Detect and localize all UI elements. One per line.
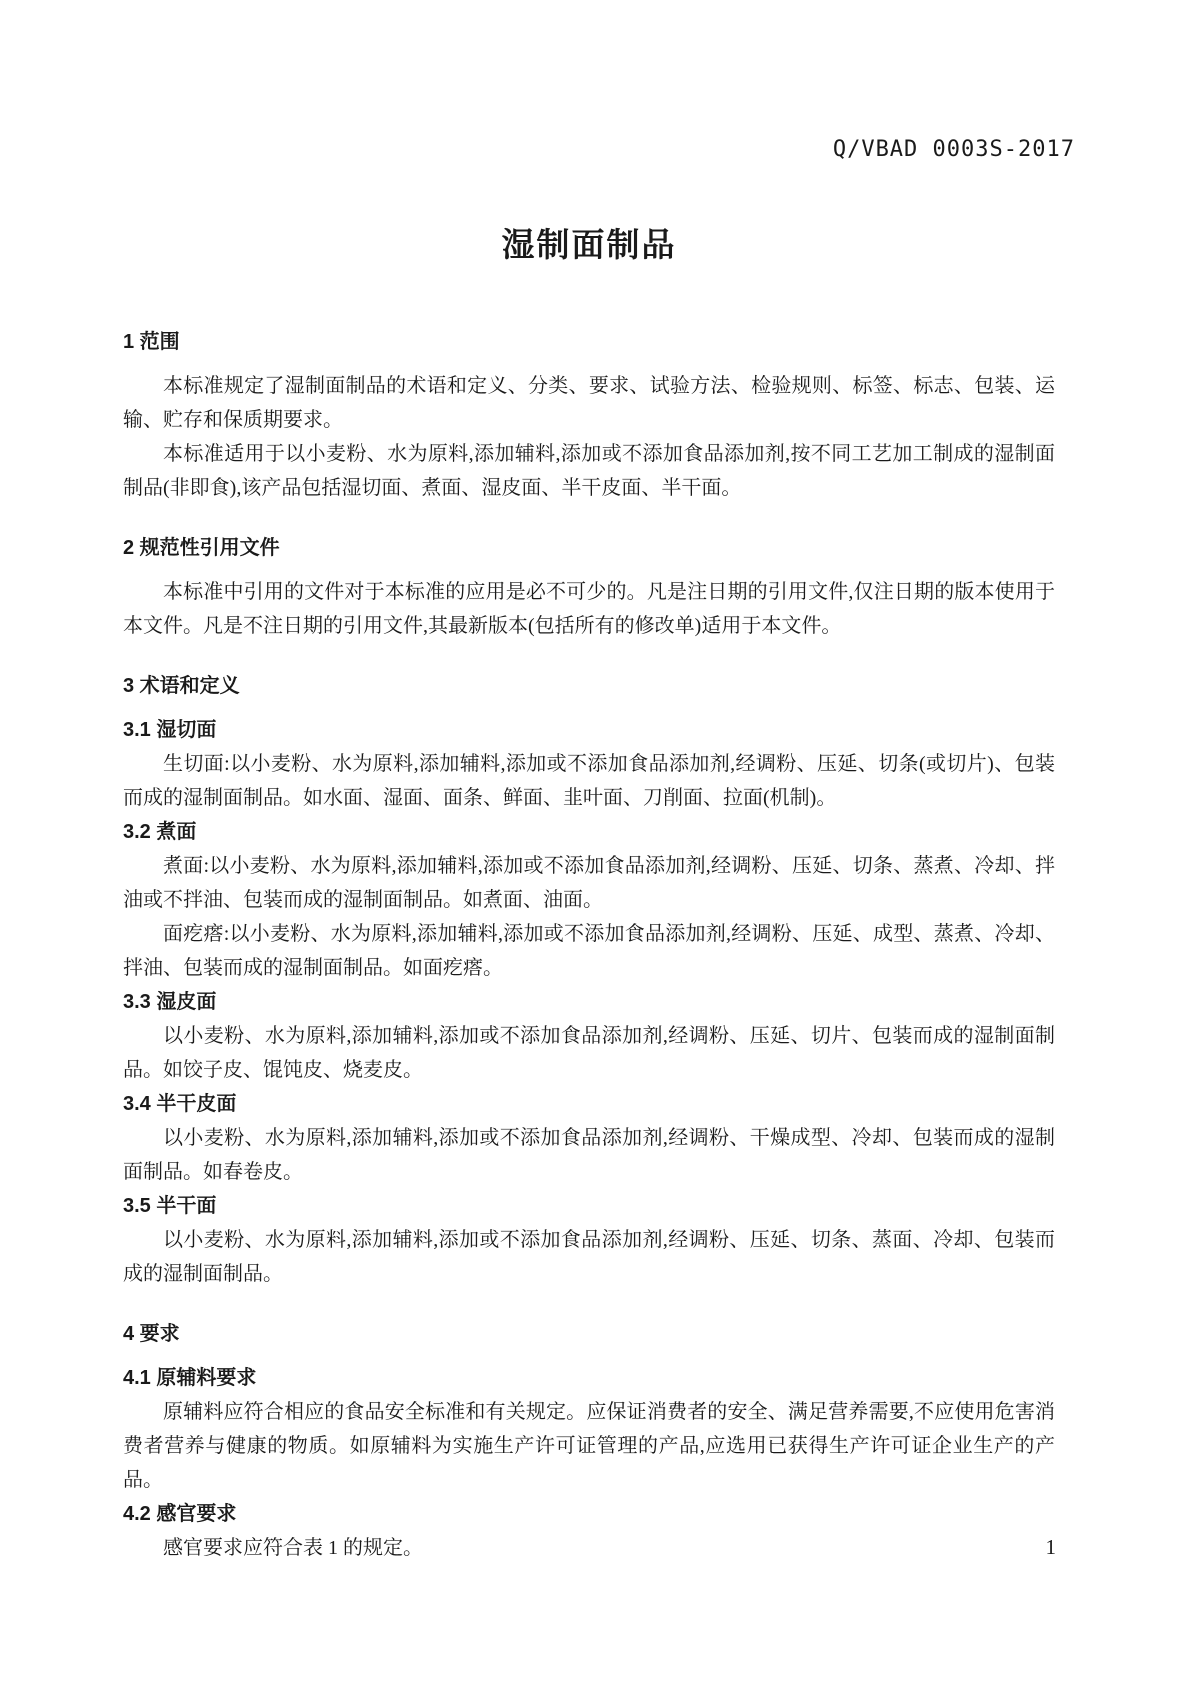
section-heading: 3 术语和定义 <box>123 675 240 697</box>
subsection-heading: 4.1 原辅料要求 <box>123 1367 257 1389</box>
paragraph: 生切面:以小麦粉、水为原料,添加辅料,添加或不添加食品添加剂,经调粉、压延、切条(或切片)、包装而成的湿制面制品。如水面、湿面、面条、鲜面、韭叶面、刀削面、拉面(机制)。 <box>123 753 1055 809</box>
section-heading: 2 规范性引用文件 <box>123 537 280 559</box>
section-requirements <box>123 1317 1055 1565</box>
standard-code: Q/VBAD 0003S-2017 <box>832 137 1075 162</box>
subsection-heading: 3.1 湿切面 <box>123 719 217 741</box>
section-scope <box>123 325 1055 505</box>
subsection-heading: 4.2 感官要求 <box>123 1503 237 1525</box>
document-title: 湿制面制品 <box>501 226 677 263</box>
paragraph: 原辅料应符合相应的食品安全标准和有关规定。应保证消费者的安全、满足营养需要,不应使用危害消费者营养与健康的物质。如原辅料为实施生产许可证管理的产品,应选用已获得生产许可证企业生产的产品。 <box>123 1401 1055 1491</box>
paragraph: 以小麦粉、水为原料,添加辅料,添加或不添加食品添加剂,经调粉、压延、切条、蒸面、冷却、包装而成的湿制面制品。 <box>123 1229 1055 1285</box>
paragraph: 感官要求应符合表 1 的规定。 <box>163 1537 423 1559</box>
document-body <box>123 325 1055 1565</box>
paragraph: 本标准中引用的文件对于本标准的应用是必不可少的。凡是注日期的引用文件,仅注日期的版本使用于本文件。凡是不注日期的引用文件,其最新版本(包括所有的修改单)适用于本文件。 <box>123 581 1055 637</box>
subsection-heading: 3.2 煮面 <box>123 821 197 843</box>
subsection-heading: 3.4 半干皮面 <box>123 1093 237 1115</box>
subsection-heading: 3.3 湿皮面 <box>123 991 217 1013</box>
paragraph: 面疙瘩:以小麦粉、水为原料,添加辅料,添加或不添加食品添加剂,经调粉、压延、成型、蒸煮、冷却、拌油、包装而成的湿制面制品。如面疙瘩。 <box>123 923 1055 979</box>
paragraph: 煮面:以小麦粉、水为原料,添加辅料,添加或不添加食品添加剂,经调粉、压延、切条、蒸煮、冷却、拌油或不拌油、包装而成的湿制面制品。如煮面、油面。 <box>123 855 1055 911</box>
page-number: 1 <box>1045 1535 1056 1559</box>
subsection-heading: 3.5 半干面 <box>123 1195 217 1217</box>
section-heading: 1 范围 <box>123 331 180 353</box>
section-heading: 4 要求 <box>123 1323 180 1345</box>
paragraph: 以小麦粉、水为原料,添加辅料,添加或不添加食品添加剂,经调粉、压延、切片、包装而成的湿制面制品。如饺子皮、馄饨皮、烧麦皮。 <box>123 1025 1055 1081</box>
section-normative-references <box>123 531 1055 643</box>
paragraph: 本标准适用于以小麦粉、水为原料,添加辅料,添加或不添加食品添加剂,按不同工艺加工制成的湿制面制品(非即食),该产品包括湿切面、煮面、湿皮面、半干皮面、半干面。 <box>123 443 1055 499</box>
paragraph: 本标准规定了湿制面制品的术语和定义、分类、要求、试验方法、检验规则、标签、标志、包装、运输、贮存和保质期要求。 <box>123 375 1055 431</box>
paragraph: 以小麦粉、水为原料,添加辅料,添加或不添加食品添加剂,经调粉、干燥成型、冷却、包装而成的湿制面制品。如春卷皮。 <box>123 1127 1055 1183</box>
section-terms-definitions <box>123 669 1055 1291</box>
